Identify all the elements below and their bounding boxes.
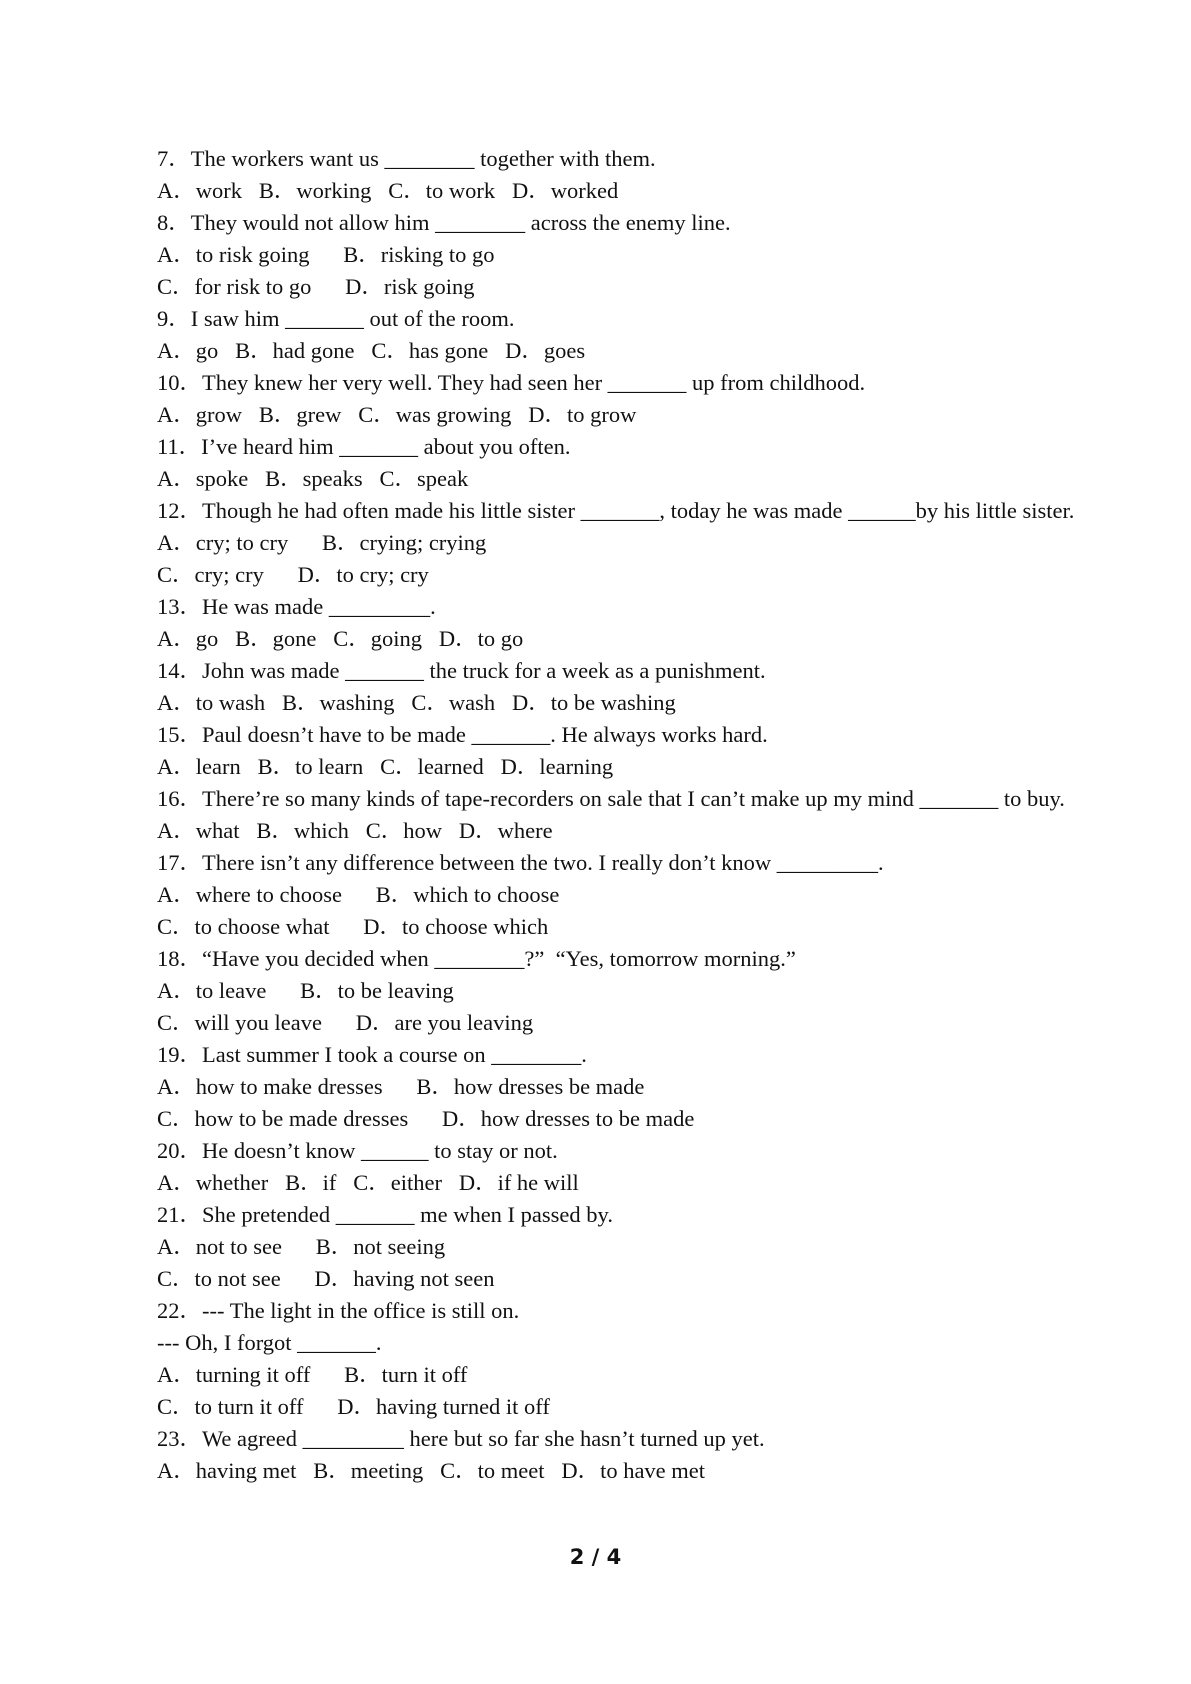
question-22: 22．--- The light in the office is still on.	[157, 1298, 520, 1323]
question-15-options: A．learn B．to learn C．learned D．learning	[157, 754, 614, 779]
question-17-options-ab: A．where to choose B．which to choose	[157, 882, 560, 907]
question-18: 18．“Have you decided when ________?” “Yes, tomorrow morning.”	[157, 946, 796, 971]
question-11: 11．I’ve heard him _______ about you often.	[157, 434, 571, 459]
question-20-options: A．whether B．if C．either D．if he will	[157, 1170, 579, 1195]
question-17-options-cd: C．to choose what D．to choose which	[157, 914, 549, 939]
question-9: 9．I saw him _______ out of the room.	[157, 306, 515, 331]
question-10: 10．They knew her very well. They had seen her _______ up from childhood.	[157, 370, 866, 395]
question-12: 12．Though he had often made his little sister _______, today he was made ______by his little sister.	[157, 498, 1075, 523]
question-23: 23．We agreed _________ here but so far she hasn’t turned up yet.	[157, 1426, 765, 1451]
question-14-options: A．to wash B．washing C．wash D．to be washing	[157, 690, 676, 715]
question-21: 21．She pretended _______ me when I passed by.	[157, 1202, 613, 1227]
question-19-options-ab: A．how to make dresses B．how dresses be made	[157, 1074, 645, 1099]
question-22-options-ab: A．turning it off B．turn it off	[157, 1362, 468, 1387]
question-13: 13．He was made _________.	[157, 594, 436, 619]
question-12-options-ab: A．cry; to cry B．crying; crying	[157, 530, 487, 555]
question-11-options: A．spoke B．speaks C．speak	[157, 466, 469, 491]
question-14: 14．John was made _______ the truck for a week as a punishment.	[157, 658, 766, 683]
question-23-options: A．having met B．meeting C．to meet D．to have met	[157, 1458, 706, 1483]
question-15: 15．Paul doesn’t have to be made _______. He always works hard.	[157, 722, 768, 747]
question-19-options-cd: C．how to be made dresses D．how dresses to be made	[157, 1106, 695, 1131]
question-12-options-cd: C．cry; cry D．to cry; cry	[157, 562, 429, 587]
question-10-options: A．grow B．grew C．was growing D．to grow	[157, 402, 637, 427]
question-18-options-ab: A．to leave B．to be leaving	[157, 978, 454, 1003]
question-list	[108, 143, 1093, 1487]
page-number: 2 / 4	[569, 1545, 622, 1569]
question-20: 20．He doesn’t know ______ to stay or not.	[157, 1138, 558, 1163]
question-13-options: A．go B．gone C．going D．to go	[157, 626, 524, 651]
question-16-options: A．what B．which C．how D．where	[157, 818, 553, 843]
question-16: 16．There’re so many kinds of tape-recorders on sale that I can’t make up my mind _______ to buy.	[157, 786, 1065, 811]
question-8: 8．They would not allow him ________ across the enemy line.	[157, 210, 731, 235]
question-8-options-cd: C．for risk to go D．risk going	[157, 274, 475, 299]
question-17: 17．There isn’t any difference between the two. I really don’t know _________.	[157, 850, 884, 875]
question-21-options-ab: A．not to see B．not seeing	[157, 1234, 446, 1259]
question-7: 7．The workers want us ________ together with them.	[157, 146, 656, 171]
question-9-options: A．go B．had gone C．has gone D．goes	[157, 338, 586, 363]
question-8-options-ab: A．to risk going B．risking to go	[157, 242, 495, 267]
question-22-reply: --- Oh, I forgot _______.	[157, 1330, 382, 1355]
question-7-options: A．work B．working C．to work D．worked	[157, 178, 619, 203]
question-18-options-cd: C．will you leave D．are you leaving	[157, 1010, 534, 1035]
question-22-options-cd: C．to turn it off D．having turned it off	[157, 1394, 550, 1419]
question-19: 19．Last summer I took a course on ________.	[157, 1042, 587, 1067]
question-21-options-cd: C．to not see D．having not seen	[157, 1266, 495, 1291]
